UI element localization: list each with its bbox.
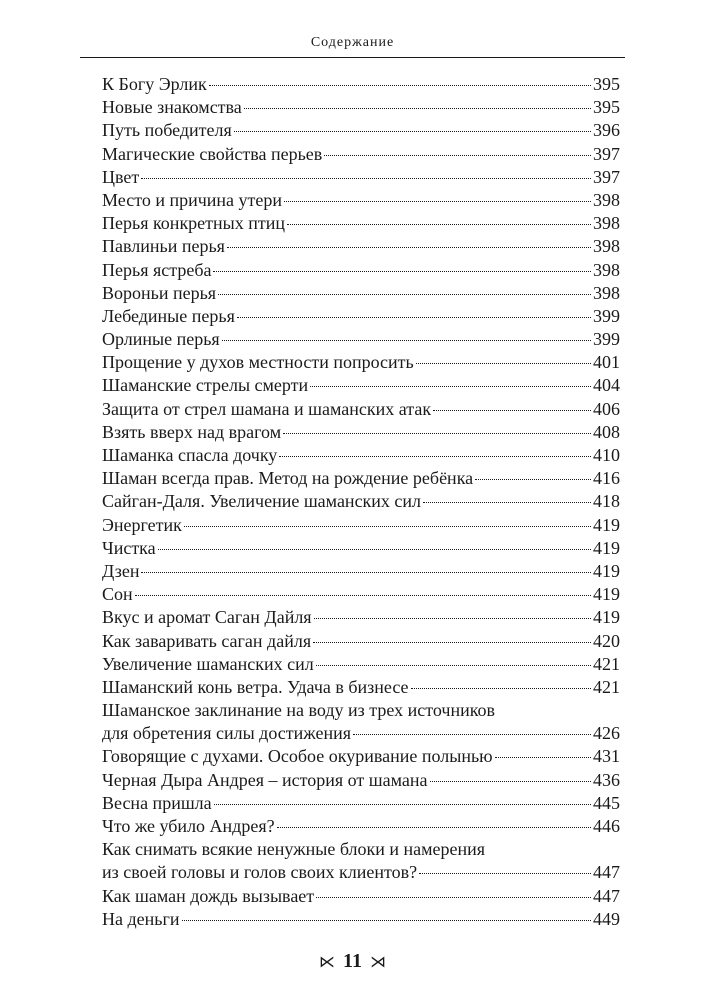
toc-entry-title: Павлиньи перья	[102, 236, 225, 257]
toc-entry[interactable]	[102, 421, 620, 444]
toc-entry[interactable]	[102, 722, 620, 745]
toc-entry[interactable]	[102, 235, 620, 258]
toc-entry-page: 398	[593, 282, 620, 303]
toc-entry-title: Новые знакомства	[102, 97, 242, 118]
toc-entry-title: Путь победителя	[102, 120, 232, 141]
toc-entry-title: Сон	[102, 584, 133, 605]
dot-leader	[495, 757, 591, 758]
toc-entry[interactable]	[102, 73, 620, 96]
header-rule	[80, 57, 625, 58]
toc-entry-page: 419	[593, 584, 620, 605]
toc-entry-page: 395	[593, 97, 620, 118]
toc-entry-page: 419	[593, 537, 620, 558]
toc-entry-page: 404	[593, 375, 620, 396]
dot-leader	[141, 178, 591, 179]
dot-leader	[184, 526, 591, 527]
toc-entry-title: Увеличение шаманских сил	[102, 653, 314, 674]
toc-entry[interactable]	[102, 537, 620, 560]
toc-entry-page: 418	[593, 491, 620, 512]
toc-entry-page: 419	[593, 514, 620, 535]
toc-entry-page: 445	[593, 792, 620, 813]
dot-leader	[310, 386, 591, 387]
toc-entry-title: Шаманка спасла дочку	[102, 445, 278, 465]
toc-entry-title: Весна пришла	[102, 792, 212, 813]
dot-leader	[353, 734, 591, 735]
toc-entry-page: 419	[593, 560, 620, 581]
toc-entry-page: 421	[593, 676, 620, 697]
toc-entry-page: 446	[593, 816, 620, 836]
toc-entry-title: К Богу Эрлик	[102, 74, 207, 94]
dot-leader	[313, 642, 591, 643]
toc-entry-title: Защита от стрел шамана и шаманских атак	[102, 398, 432, 419]
toc-entry[interactable]	[102, 282, 620, 305]
dot-leader	[227, 247, 591, 248]
toc-entry[interactable]	[102, 885, 620, 908]
dot-leader	[430, 781, 591, 782]
toc-entry-page: 397	[593, 166, 620, 187]
toc-entry-page: 410	[593, 445, 620, 465]
toc-entry-page: 395	[593, 74, 620, 94]
toc-entry[interactable]	[102, 328, 620, 351]
dot-leader	[244, 108, 591, 109]
toc-entry[interactable]	[102, 792, 620, 815]
page-footer	[0, 950, 705, 973]
toc-entry[interactable]	[102, 189, 620, 212]
toc-entry[interactable]	[102, 838, 620, 861]
dot-leader	[416, 363, 591, 364]
toc-entry-title: Место и причина утери	[102, 189, 283, 210]
toc-entry-page: 436	[593, 769, 620, 790]
toc-entry-page: 396	[593, 120, 620, 141]
dot-leader	[277, 827, 591, 828]
left-ornament-icon: ⋉	[319, 953, 336, 971]
toc-entry[interactable]	[102, 166, 620, 189]
toc-entry-title: Вороньи перья	[102, 282, 217, 303]
dot-leader	[182, 920, 592, 921]
toc-entry-title: Перья ястреба	[102, 259, 212, 280]
toc-entry-title: Шаманский конь ветра. Удача в бизнесе	[102, 676, 409, 697]
dot-leader	[433, 410, 591, 411]
toc-entry-title: На деньги	[102, 908, 180, 929]
toc-entry-page: 447	[593, 862, 620, 883]
toc-entry[interactable]	[102, 514, 620, 537]
toc-entry[interactable]	[102, 259, 620, 282]
dot-leader	[419, 873, 591, 874]
dot-leader	[316, 897, 591, 898]
dot-leader	[213, 271, 591, 272]
toc-entry-title: Сайган-Даля. Увеличение шаманских сил	[102, 491, 422, 512]
right-ornament-icon: ⋊	[369, 953, 386, 971]
dot-leader	[279, 456, 591, 457]
toc-entry[interactable]	[102, 351, 620, 374]
dot-leader	[234, 131, 591, 132]
toc-entry-title: Чистка	[102, 537, 156, 558]
toc-entry-title: Что же убило Андрея?	[102, 816, 275, 836]
toc-entry-title: Шаман всегда прав. Метод на рождение ребёнка	[102, 468, 474, 489]
dot-leader	[324, 155, 591, 156]
dot-leader	[316, 665, 591, 666]
toc-entry-title-continuation: из своей головы и голов своих клиентов?	[102, 862, 418, 883]
toc-entry-page: 399	[593, 305, 620, 326]
dot-leader	[218, 294, 591, 295]
dot-leader	[475, 479, 591, 480]
toc-entry[interactable]	[102, 653, 620, 676]
toc-entry[interactable]	[102, 676, 620, 699]
table-of-contents	[102, 73, 620, 931]
dot-leader	[222, 340, 591, 341]
dot-leader	[141, 572, 591, 573]
toc-entry-page: 401	[593, 352, 620, 373]
toc-entry-page: 420	[593, 630, 620, 651]
running-header: Содержание	[310, 35, 395, 50]
toc-entry[interactable]	[102, 374, 620, 397]
toc-entry-title: Прощение у духов местности попросить	[102, 352, 414, 373]
toc-entry-page: 408	[593, 421, 620, 442]
toc-entry[interactable]	[102, 305, 620, 328]
dot-leader	[158, 549, 591, 550]
toc-entry-page: 397	[593, 143, 620, 164]
toc-entry-title: Вкус и аромат Саган Дайля	[102, 607, 312, 628]
toc-entry[interactable]	[102, 398, 620, 421]
toc-entry-page: 447	[593, 885, 620, 906]
toc-entry[interactable]	[102, 908, 620, 931]
dot-leader	[237, 317, 591, 318]
dot-leader	[135, 595, 591, 596]
toc-entry[interactable]	[102, 96, 620, 119]
dot-leader	[314, 618, 591, 619]
toc-entry-title: Дзен	[102, 560, 140, 581]
dot-leader	[287, 224, 591, 225]
toc-entry[interactable]	[102, 212, 620, 235]
toc-entry-title: Как шаман дождь вызывает	[102, 885, 315, 906]
toc-entry-title-continuation: для обретения силы достижения	[102, 723, 351, 744]
toc-entry[interactable]	[102, 769, 620, 792]
toc-entry[interactable]	[102, 699, 620, 722]
toc-entry[interactable]	[102, 560, 620, 583]
dot-leader	[209, 85, 591, 86]
dot-leader	[283, 433, 591, 434]
toc-entry-page: 416	[593, 468, 620, 489]
toc-entry-title: Черная Дыра Андрея – история от шамана	[102, 769, 428, 790]
toc-entry-page: 398	[593, 213, 620, 234]
page-number: 11	[343, 950, 362, 972]
toc-entry-title: Как заваривать саган дайля	[102, 630, 312, 651]
toc-entry-title: Орлиные перья	[102, 329, 220, 350]
toc-entry-title: Энергетик	[102, 514, 182, 535]
toc-entry-page: 449	[593, 908, 620, 929]
toc-entry-page: 421	[593, 653, 620, 674]
dot-leader	[411, 688, 591, 689]
toc-entry-title: Перья конкретных птиц	[102, 213, 286, 234]
toc-entry-page: 398	[593, 236, 620, 257]
toc-entry-title: Говорящие с духами. Особое окуривание полынью	[102, 746, 493, 767]
dot-leader	[423, 502, 591, 503]
toc-entry[interactable]	[102, 815, 620, 838]
toc-entry[interactable]	[102, 583, 620, 606]
toc-entry-title: Взять вверх над врагом	[102, 421, 282, 442]
dot-leader	[284, 201, 591, 202]
dot-leader	[214, 804, 591, 805]
toc-entry[interactable]	[102, 606, 620, 629]
toc-entry-title: Лебединые перья	[102, 305, 235, 326]
toc-entry[interactable]	[102, 630, 620, 653]
toc-entry[interactable]	[102, 143, 620, 166]
toc-entry-title: Шаманское заклинание на воду из трех источников	[102, 700, 496, 721]
toc-entry-title: Как снимать всякие ненужные блоки и намерения	[102, 839, 486, 860]
toc-entry-title: Шаманские стрелы смерти	[102, 375, 309, 396]
toc-entry-title: Цвет	[102, 166, 140, 187]
toc-entry-page: 399	[593, 329, 620, 350]
toc-entry-title: Магические свойства перьев	[102, 143, 323, 164]
toc-entry[interactable]	[102, 119, 620, 142]
toc-entry-page: 426	[593, 723, 620, 744]
toc-entry[interactable]	[102, 490, 620, 513]
toc-entry-page: 398	[593, 259, 620, 280]
toc-entry[interactable]	[102, 467, 620, 490]
toc-entry[interactable]	[102, 861, 620, 884]
toc-entry-page: 398	[593, 189, 620, 210]
toc-entry[interactable]	[102, 444, 620, 467]
toc-entry[interactable]	[102, 745, 620, 768]
toc-entry-page: 431	[593, 746, 620, 767]
toc-entry-page: 406	[593, 398, 620, 419]
toc-entry-page: 419	[593, 607, 620, 628]
